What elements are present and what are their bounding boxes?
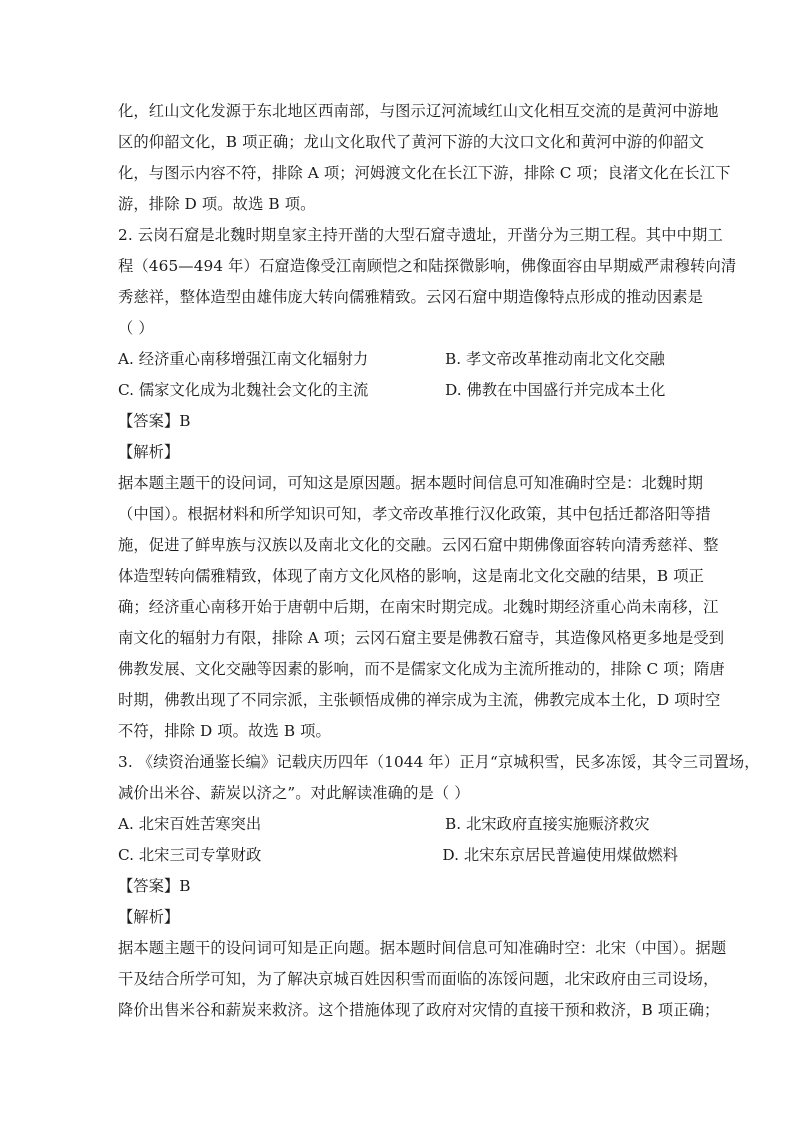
text-line: 化，红山文化发源于东北地区西南部，与图示辽河流域红山文化相互交流的是黄河中游地 [118, 102, 719, 120]
analysis-title: 【解析】 [118, 908, 180, 926]
analysis-line: 据本题主题干的设问词可知是正向题。据本题时间信息可知准确时空：北宋（中国）。据题 [118, 939, 727, 957]
analysis-line: 佛教发展、文化交融等因素的影响，而不是儒家文化成为主流所推动的，排除 C 项；隋唐 [118, 660, 725, 678]
options-row [118, 840, 678, 871]
analysis-line: 时期，佛教出现了不同宗派，主张顿悟成佛的禅宗成为主流，佛教完成本土化，D 项时空 [118, 691, 721, 709]
continuation-analysis [118, 96, 731, 220]
option-c: C. 北宋三司专掌财政 [118, 846, 262, 864]
analysis-title: 【解析】 [118, 443, 180, 461]
options-row [118, 809, 678, 840]
question-stem-line: 程（465—494 年）石窟造像受江南顾恺之和陆探微影响，佛像面容由早期威严肃穆转向清 [118, 257, 737, 275]
text-line: 区的仰韶文化，B 项正确；龙山文化取代了黄河下游的大汶口文化和黄河中游的仰韶文 [118, 133, 704, 151]
text-line: 化，与图示内容不符，排除 A 项；河姆渡文化在长江下游，排除 C 项；良渚文化在长江下 [118, 164, 731, 182]
question-stem-line: 减价出米谷、薪炭以济之”。对此解读准确的是（ ） [118, 784, 470, 802]
option-a: A. 北宋百姓苦寒突出 [118, 815, 262, 833]
analysis-line: 体造型转向儒雅精致，体现了南方文化风格的影响，这是南北文化交融的结果，B 项正 [118, 567, 704, 585]
option-a: A. 经济重心南移增强江南文化辐射力 [118, 350, 369, 368]
answer-label: 【答案】B [118, 412, 191, 430]
analysis-line: 据本题主题干的设问词，可知这是原因题。据本题时间信息可知准确时空是：北魏时期 [118, 474, 704, 492]
question-stem-line: 2. 云岗石窟是北魏时期皇家主持开凿的大型石窟寺遗址，开凿分为三期工程。其中中期工 [118, 226, 723, 244]
option-d: D. 佛教在中国盛行并完成本土化 [445, 381, 666, 399]
analysis-line: 南文化的辐射力有限，排除 A 项；云冈石窟主要是佛教石窟寺，其造像风格更多地是受到 [118, 629, 725, 647]
options-row [118, 375, 678, 406]
document-page [118, 96, 760, 1026]
analysis-line: 确；经济重心南移开始于唐朝中后期，在南宋时期完成。北魏时期经济重心尚未南移，江 [118, 598, 719, 616]
analysis-line: 干及结合所学可知，为了解决京城百姓因积雪而面临的冻馁问题，北宋政府由三司设场， [118, 970, 719, 988]
question-stem-line: （ ） [118, 319, 154, 337]
option-b: B. 北宋政府直接实施赈济救灾 [445, 815, 650, 833]
question-stem-line: 秀慈祥，整体造型由雄伟庞大转向儒雅精致。云冈石窟中期造像特点形成的推动因素是 [118, 288, 704, 306]
question-3 [118, 747, 760, 1026]
analysis-line: （中国）。根据材料和所学知识可知，孝文帝改革推行汉化政策，其中包括迁都洛阳等措 [118, 505, 711, 523]
option-d: D. 北宋东京居民普遍使用煤做燃料 [442, 846, 678, 864]
analysis-line: 施，促进了鲜卑族与汉族以及南北文化的交融。云冈石窟中期佛像面容转向清秀慈祥、整 [118, 536, 719, 554]
analysis-line: 降价出售米谷和薪炭来救济。这个措施体现了政府对灾情的直接干预和救济，B 项正确； [118, 1001, 720, 1019]
analysis-line: 不符，排除 D 项。故选 B 项。 [118, 722, 331, 740]
text-line: 游，排除 D 项。故选 B 项。 [118, 195, 316, 213]
question-stem-line: 3. 《续资治通鉴长编》记载庆历四年（1044 年）正月“京城积雪，民多冻馁，其令三司置场， [118, 753, 760, 771]
question-2 [118, 220, 737, 747]
options-row [118, 344, 678, 375]
answer-label: 【答案】B [118, 877, 191, 895]
option-c: C. 儒家文化成为北魏社会文化的主流 [118, 381, 369, 399]
option-b: B. 孝文帝改革推动南北文化交融 [445, 350, 665, 368]
